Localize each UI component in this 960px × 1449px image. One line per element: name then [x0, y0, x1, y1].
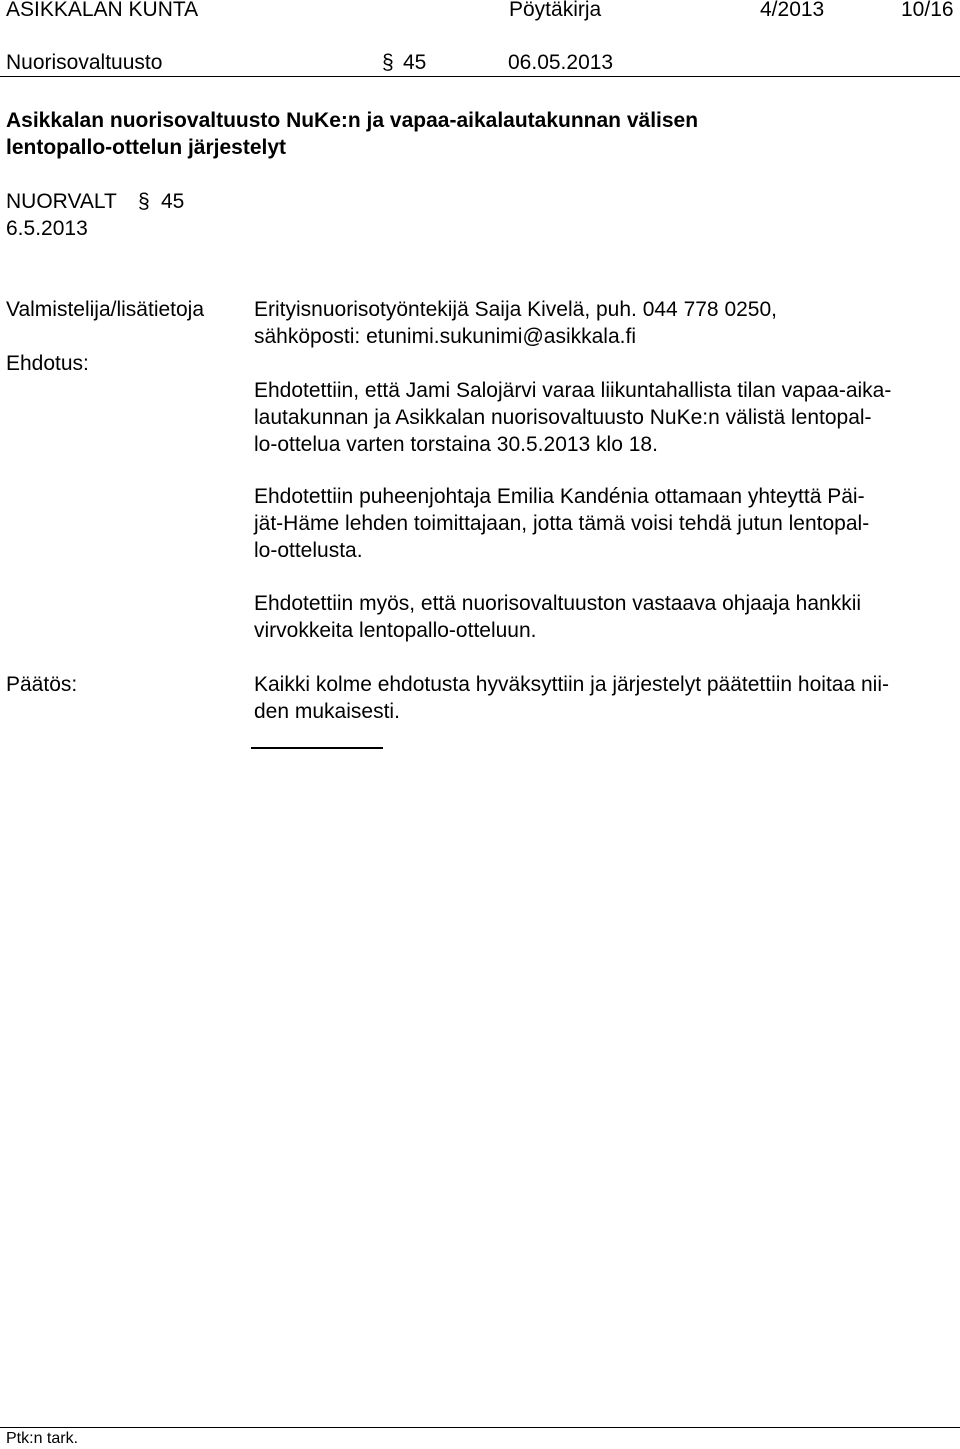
proposal-paragraph-1-line-3: lo-ottelua varten torstaina 30.5.2013 klo 18.: [254, 433, 658, 456]
reference-number: 45: [161, 190, 185, 213]
proposal-paragraph-1-line-2: lautakunnan ja Asikkalan nuorisovaltuusto NuKe:n välistä lentopal-: [254, 406, 872, 429]
item-title-line-1: Asikkalan nuorisovaltuusto NuKe:n ja vapaa-aikalautakunnan välisen: [6, 109, 699, 132]
preparer-line-1: Erityisnuorisotyöntekijä Saija Kivelä, puh. 044 778 0250,: [254, 298, 777, 321]
preparer-label: Valmistelija/lisätietoja: [6, 298, 205, 321]
proposal-label: Ehdotus:: [6, 352, 89, 375]
document-type: Pöytäkirja: [509, 0, 602, 21]
header-rule: [0, 76, 960, 77]
municipality-name: ASIKKALAN KUNTA: [6, 0, 199, 21]
end-rule: [251, 747, 383, 749]
proposal-paragraph-2: [254, 483, 954, 564]
meeting-date: 06.05.2013: [508, 51, 614, 74]
reference-symbol: §: [138, 190, 150, 213]
decision-line-1: Kaikki kolme ehdotusta hyväksyttiin ja järjestelyt päätettiin hoitaa nii-: [254, 673, 889, 696]
page-number: 10/16: [901, 0, 954, 21]
section-symbol: §: [382, 51, 394, 74]
proposal-paragraph-1-line-1: Ehdotettiin, että Jami Salojärvi varaa liikuntahallista tilan vapaa-aika-: [254, 379, 892, 402]
proposal-paragraph-1: [254, 377, 954, 458]
proposal-paragraph-3-line-1: Ehdotettiin myös, että nuorisovaltuuston vastaava ohjaaja hankkii: [254, 592, 862, 615]
decision-line-2: den mukaisesti.: [254, 700, 400, 723]
footer-rule: [0, 1427, 960, 1428]
item-title-line-2: lentopallo-ottelun järjestelyt: [6, 136, 287, 159]
proposal-paragraph-3: [254, 590, 954, 644]
proposal-paragraph-2-line-2: jät-Häme lehden toimittajaan, jotta tämä voisi tehdä jutun lentopal-: [254, 512, 870, 535]
reviewer-initials-label: Ptk:n tark.: [6, 1430, 79, 1447]
decision-label: Päätös:: [6, 673, 78, 696]
body-name: Nuorisovaltuusto: [6, 51, 163, 74]
proposal-paragraph-2-line-1: Ehdotettiin puheenjohtaja Emilia Kandénia ottamaan yhteyttä Päi-: [254, 485, 865, 508]
preparer-email-line: sähköposti: etunimi.sukunimi@asikkala.fi: [254, 325, 636, 348]
decision-text: [254, 671, 954, 725]
reference-date: 6.5.2013: [6, 217, 88, 240]
issue-number: 4/2013: [760, 0, 825, 21]
proposal-paragraph-3-line-2: virvokkeita lentopallo-otteluun.: [254, 619, 537, 642]
proposal-paragraph-2-line-3: lo-ottelusta.: [254, 539, 363, 562]
section-number: 45: [403, 51, 427, 74]
reference-body: NUORVALT: [6, 190, 117, 213]
